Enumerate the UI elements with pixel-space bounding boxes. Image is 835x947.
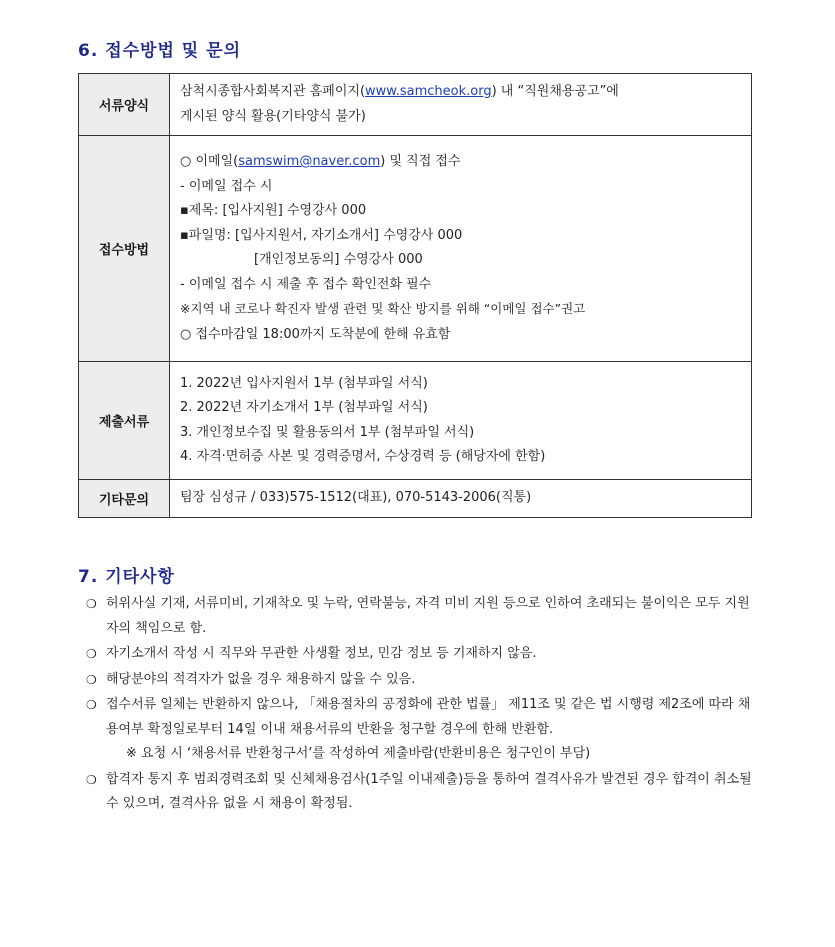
- form-text-post: ) 내 “직원채용공고”에: [491, 84, 619, 99]
- method-line6: - 이메일 접수 시 제출 후 접수 확인전화 필수: [180, 276, 432, 292]
- form-label: 서류양식: [79, 74, 170, 136]
- method-line3: ▪제목: [입사지원] 수영강사 000: [180, 203, 367, 218]
- method-email-pre: ○ 이메일(: [180, 154, 239, 169]
- note-text: 자기소개서 작성 시 직무와 무관한 사생활 정보, 민감 정보 등 기재하지 않음.: [106, 646, 537, 661]
- method-content: [170, 136, 752, 362]
- docs-content: [170, 362, 752, 480]
- note-subtext: ※ 요청 시 ‘채용서류 반환청구서’를 작성하여 제출바람(반환비용은 청구인이 부담): [126, 746, 591, 761]
- docs-item: 2. 2022년 자기소개서 1부 (첨부파일 서식): [180, 400, 428, 415]
- method-email-post: ) 및 직접 접수: [380, 154, 461, 169]
- circle-bullet-icon: ❍: [86, 647, 97, 661]
- application-info-table: [78, 73, 752, 518]
- method-line7: ※지역 내 코로나 확진자 발생 관련 및 확산 방지를 위해 “이메일 접수”권고: [180, 301, 586, 316]
- method-line4: ▪파일명: [입사지원서, 자기소개서] 수영강사 000: [180, 227, 463, 243]
- note-text: 해당분야의 적격자가 없을 경우 채용하지 않을 수 있음.: [106, 671, 416, 687]
- section7-title: 7. 기타사항: [78, 567, 175, 587]
- note-text: 합격자 통지 후 범죄경력조회 및 신체채용검사(1주일 이내제출)등을 통하여 결격사유가 발견된 경우 합격이 취소될 수 있으며, 결격사유 없을 시 채용이 확정됨.: [106, 771, 752, 811]
- docs-label: 제출서류: [79, 362, 170, 480]
- list-item: [86, 642, 756, 667]
- circle-bullet-icon: ❍: [86, 672, 97, 687]
- method-line5: [개인정보동의] 수영강사 000: [254, 252, 423, 267]
- circle-bullet-icon: ❍: [86, 597, 97, 611]
- contact-content: 팀장 심성규 / 033)575-1512(대표), 070-5143-2006(직통): [170, 480, 752, 518]
- docs-item: 1. 2022년 입사지원서 1부 (첨부파일 서식): [180, 375, 428, 391]
- table-row-method: [79, 136, 752, 362]
- note-text-block: [106, 693, 756, 767]
- note-text: 접수서류 일체는 반환하지 않으나, 「채용절차의 공정화에 관한 법률」 제11조 및 같은 법 시행령 제2조에 따라 채용여부 확정일로부터 14일 이내 채용서류의 반환을 청구할 경우에 한해 반환함.: [106, 697, 751, 737]
- method-label: 접수방법: [79, 136, 170, 362]
- docs-item: 3. 개인정보수집 및 활용동의서 1부 (첨부파일 서식): [180, 424, 475, 440]
- form-text-line2: 게시된 양식 활용(기타양식 불가): [180, 108, 366, 124]
- list-item: [86, 592, 756, 641]
- circle-bullet-icon: ❍: [86, 772, 97, 787]
- method-line2: - 이메일 접수 시: [180, 178, 273, 194]
- table-row-docs: [79, 362, 752, 480]
- homepage-link[interactable]: www.samcheok.org: [365, 84, 492, 99]
- method-line8: ○ 접수마감일 18:00까지 도착분에 한해 유효함: [180, 326, 451, 342]
- docs-item: 4. 자격·면허증 사본 및 경력증명서, 수상경력 등 (해당자에 한함): [180, 449, 546, 464]
- list-item: [86, 668, 756, 693]
- circle-bullet-icon: ❍: [86, 698, 97, 712]
- list-item: [86, 693, 756, 767]
- notes-list: [86, 592, 756, 818]
- list-item: [86, 768, 756, 817]
- table-row-form: [79, 74, 752, 136]
- table-row-contact: [79, 480, 752, 518]
- form-content: [170, 74, 752, 136]
- email-link[interactable]: samswim@naver.com: [238, 154, 381, 169]
- contact-label: 기타문의: [79, 480, 170, 518]
- form-text-pre: 삼척시종합사회복지관 홈페이지(: [180, 84, 366, 99]
- note-text: 허위사실 기재, 서류미비, 기재착오 및 누락, 연락불능, 자격 미비 지원 등으로 인하여 초래되는 불이익은 모두 지원자의 책임으로 함.: [106, 596, 750, 636]
- section6-title: 6. 접수방법 및 문의: [78, 41, 241, 61]
